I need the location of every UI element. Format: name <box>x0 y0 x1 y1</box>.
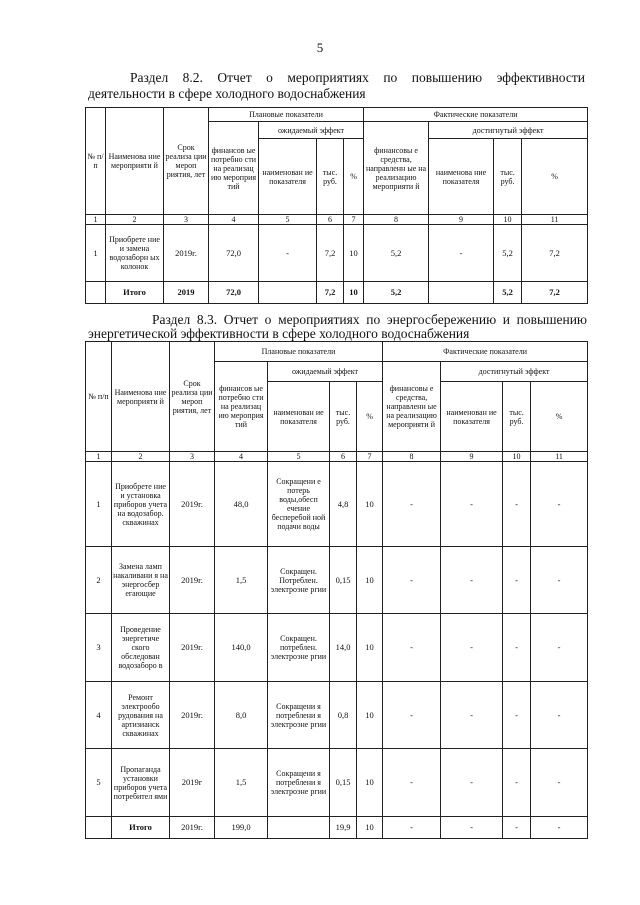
page-number: 5 <box>316 40 324 55</box>
indicator-cell: Сокращени я потреблени я электроэне ргии <box>268 749 330 817</box>
column-number: 5 <box>268 452 330 462</box>
col-no-header: № п/п <box>86 108 106 215</box>
column-number-row <box>86 452 588 462</box>
term-cell: 2019г. <box>164 225 209 282</box>
section-8-2-table <box>85 107 588 304</box>
fin-actual-cell: - <box>383 462 441 547</box>
col-name-header: Наименова ние мероприяти й <box>106 108 164 215</box>
header-row <box>86 108 588 122</box>
indicator-name-header: наименован ие показателя <box>441 382 503 452</box>
row-number: 2 <box>86 547 112 614</box>
percent-actual-cell: - <box>531 749 588 817</box>
percent-cell: 10 <box>357 749 383 817</box>
fin-actual-cell: - <box>383 749 441 817</box>
total-percent: 10 <box>344 282 364 304</box>
fin-actual-header: финансовы е средства, направленн ые на реализацию мероприяти й <box>364 122 429 215</box>
column-number: 11 <box>522 215 588 225</box>
fin-plan-cell: 8,0 <box>215 682 268 749</box>
column-number: 7 <box>357 452 383 462</box>
total-fin-plan: 72,0 <box>209 282 259 304</box>
indicator-name-header: наименован ие показателя <box>259 139 317 215</box>
fin-plan-cell: 72,0 <box>209 225 259 282</box>
percent-cell: 10 <box>357 682 383 749</box>
actual-header: Фактические показатели <box>383 342 588 362</box>
indicator-actual-cell: - <box>441 614 503 682</box>
fin-plan-cell: 1,5 <box>215 749 268 817</box>
col-term-header: Срок реализа ции мероп риятия, лет <box>164 108 209 215</box>
thous-rub-actual-cell: - <box>503 547 531 614</box>
thous-rub-cell: 7,2 <box>317 225 344 282</box>
section-8-3-title-line1: Раздел 8.3. Отчет о мероприятиях по энергосбережению и повышению <box>152 312 587 327</box>
total-thous-rub-actual: - <box>503 817 531 839</box>
total-indicator <box>268 817 330 839</box>
actual-header: Фактические показатели <box>364 108 588 122</box>
total-thous-rub-actual: 5,2 <box>494 282 522 304</box>
column-number: 6 <box>317 215 344 225</box>
column-number: 11 <box>531 452 588 462</box>
indicator-actual-cell: - <box>441 462 503 547</box>
total-indicator-actual: - <box>441 817 503 839</box>
row-number: 4 <box>86 682 112 749</box>
thous-rub-header: тыс. руб. <box>317 139 344 215</box>
term-cell: 2019г. <box>170 547 215 614</box>
section-8-2-title-line2: деятельности в сфере холодного водоснабжения <box>88 86 366 101</box>
table-row <box>86 682 588 749</box>
activity-name: Пропаганда установки приборов учета потребител ями <box>112 749 170 817</box>
activity-name: Приобрете ние и замена водозаборн ых колонок <box>106 225 164 282</box>
total-term: 2019 <box>164 282 209 304</box>
indicator-name-header: наименова ние показателя <box>429 139 494 215</box>
section-8-3-title-line2: энергетической эффективности в сфере холодного водоснабжения <box>88 326 470 341</box>
activity-name: Приобрете ние и установка приборов учета на водозабор. скважинах <box>112 462 170 547</box>
total-row <box>86 817 588 839</box>
thous-rub-cell: 0,15 <box>330 749 357 817</box>
empty-cell <box>86 817 112 839</box>
empty-cell <box>86 282 106 304</box>
fin-actual-cell: - <box>383 547 441 614</box>
table-row <box>86 462 588 547</box>
indicator-cell: Сокращени е потерь воды,обесп ечение бесперебой ной подачи воды <box>268 462 330 547</box>
term-cell: 2019г <box>170 749 215 817</box>
col-name-header: Наименова ние мероприяти й <box>112 342 170 452</box>
table-row <box>86 749 588 817</box>
indicator-cell: Сокращен. Потреблен. электроэне ргии <box>268 547 330 614</box>
indicator-actual-cell: - <box>441 749 503 817</box>
percent-cell: 10 <box>357 547 383 614</box>
row-number: 5 <box>86 749 112 817</box>
thous-rub-actual-cell: - <box>503 682 531 749</box>
expected-effect-header: ожидаемый эффект <box>259 122 364 139</box>
percent-actual-cell: - <box>531 547 588 614</box>
thous-rub-header: тыс. руб. <box>503 382 531 452</box>
expected-effect-header: ожидаемый эффект <box>268 362 383 382</box>
row-number: 1 <box>86 225 106 282</box>
column-number: 1 <box>86 452 112 462</box>
column-number: 2 <box>112 452 170 462</box>
column-number-row <box>86 215 588 225</box>
fin-plan-header: финансов ые потребно сти на реализац ию мероприя тий <box>209 122 259 215</box>
column-number: 2 <box>106 215 164 225</box>
column-number: 4 <box>215 452 268 462</box>
percent-header: % <box>531 382 588 452</box>
total-indicator-actual <box>429 282 494 304</box>
percent-header: % <box>522 139 588 215</box>
term-cell: 2019г. <box>170 614 215 682</box>
achieved-effect-header: достигнутый эффект <box>441 362 588 382</box>
percent-actual-cell: 7,2 <box>522 225 588 282</box>
activity-name: Замена ламп накаливани я на энергосбер егающие <box>112 547 170 614</box>
thous-rub-header: тыс. руб. <box>494 139 522 215</box>
thous-rub-actual-cell: 5,2 <box>494 225 522 282</box>
total-term: 2019г. <box>170 817 215 839</box>
column-number: 9 <box>429 215 494 225</box>
percent-cell: 10 <box>344 225 364 282</box>
table-row <box>86 225 588 282</box>
total-label: Итого <box>106 282 164 304</box>
activity-name: Проведение энергетиче ского обследован водозаборо в <box>112 614 170 682</box>
column-number: 10 <box>494 215 522 225</box>
thous-rub-cell: 0,8 <box>330 682 357 749</box>
column-number: 3 <box>164 215 209 225</box>
table-row <box>86 547 588 614</box>
percent-cell: 10 <box>357 614 383 682</box>
column-number: 1 <box>86 215 106 225</box>
column-number: 8 <box>383 452 441 462</box>
planned-header: Плановые показатели <box>215 342 383 362</box>
total-percent-actual: 7,2 <box>522 282 588 304</box>
total-indicator <box>259 282 317 304</box>
fin-actual-cell: 5,2 <box>364 225 429 282</box>
total-percent: 10 <box>357 817 383 839</box>
column-number: 3 <box>170 452 215 462</box>
column-number: 4 <box>209 215 259 225</box>
percent-actual-cell: - <box>531 462 588 547</box>
thous-rub-cell: 4,8 <box>330 462 357 547</box>
column-number: 9 <box>441 452 503 462</box>
thous-rub-cell: 0,15 <box>330 547 357 614</box>
thous-rub-actual-cell: - <box>503 749 531 817</box>
thous-rub-actual-cell: - <box>503 614 531 682</box>
thous-rub-actual-cell: - <box>503 462 531 547</box>
fin-plan-header: финансов ые потребно сти на реализац ию мероприя тий <box>215 362 268 452</box>
indicator-actual-cell: - <box>441 682 503 749</box>
table-row <box>86 614 588 682</box>
section-8-3-table <box>85 341 588 839</box>
fin-plan-cell: 1,5 <box>215 547 268 614</box>
thous-rub-cell: 14,0 <box>330 614 357 682</box>
percent-header: % <box>357 382 383 452</box>
indicator-actual-cell: - <box>441 547 503 614</box>
term-cell: 2019г. <box>170 462 215 547</box>
total-fin-plan: 199,0 <box>215 817 268 839</box>
fin-actual-cell: - <box>383 614 441 682</box>
indicator-name-header: наименован ие показателя <box>268 382 330 452</box>
total-thous-rub: 19,9 <box>330 817 357 839</box>
column-number: 10 <box>503 452 531 462</box>
fin-plan-cell: 48,0 <box>215 462 268 547</box>
total-fin-actual: 5,2 <box>364 282 429 304</box>
activity-name: Ремонт электрообо рудования на артизианск скважинах <box>112 682 170 749</box>
indicator-actual-cell: - <box>429 225 494 282</box>
column-number: 8 <box>364 215 429 225</box>
total-fin-actual: - <box>383 817 441 839</box>
column-number: 5 <box>259 215 317 225</box>
fin-actual-cell: - <box>383 682 441 749</box>
total-row <box>86 282 588 304</box>
section-8-2-title-line1: Раздел 8.2. Отчет о мероприятиях по повышению эффективности <box>130 70 585 85</box>
percent-cell: 10 <box>357 462 383 547</box>
achieved-effect-header: достигнутый эффект <box>429 122 588 139</box>
thous-rub-header: тыс. руб. <box>330 382 357 452</box>
column-number: 7 <box>344 215 364 225</box>
header-row <box>86 342 588 362</box>
column-number: 6 <box>330 452 357 462</box>
total-label: Итого <box>112 817 170 839</box>
total-thous-rub: 7,2 <box>317 282 344 304</box>
term-cell: 2019г. <box>170 682 215 749</box>
percent-actual-cell: - <box>531 614 588 682</box>
fin-plan-cell: 140,0 <box>215 614 268 682</box>
percent-header: % <box>344 139 364 215</box>
indicator-cell: - <box>259 225 317 282</box>
percent-actual-cell: - <box>531 682 588 749</box>
indicator-cell: Сокращени я потреблени я электроэне ргии <box>268 682 330 749</box>
total-percent-actual: - <box>531 817 588 839</box>
col-term-header: Срок реализа ции мероп риятия, лет <box>170 342 215 452</box>
row-number: 1 <box>86 462 112 547</box>
fin-actual-header: финансовы е средства, направленн ые на реализацию мероприяти й <box>383 362 441 452</box>
planned-header: Плановые показатели <box>209 108 364 122</box>
indicator-cell: Сокращен. потреблен. электроэне ргии <box>268 614 330 682</box>
row-number: 3 <box>86 614 112 682</box>
col-no-header: № п/п <box>86 342 112 452</box>
